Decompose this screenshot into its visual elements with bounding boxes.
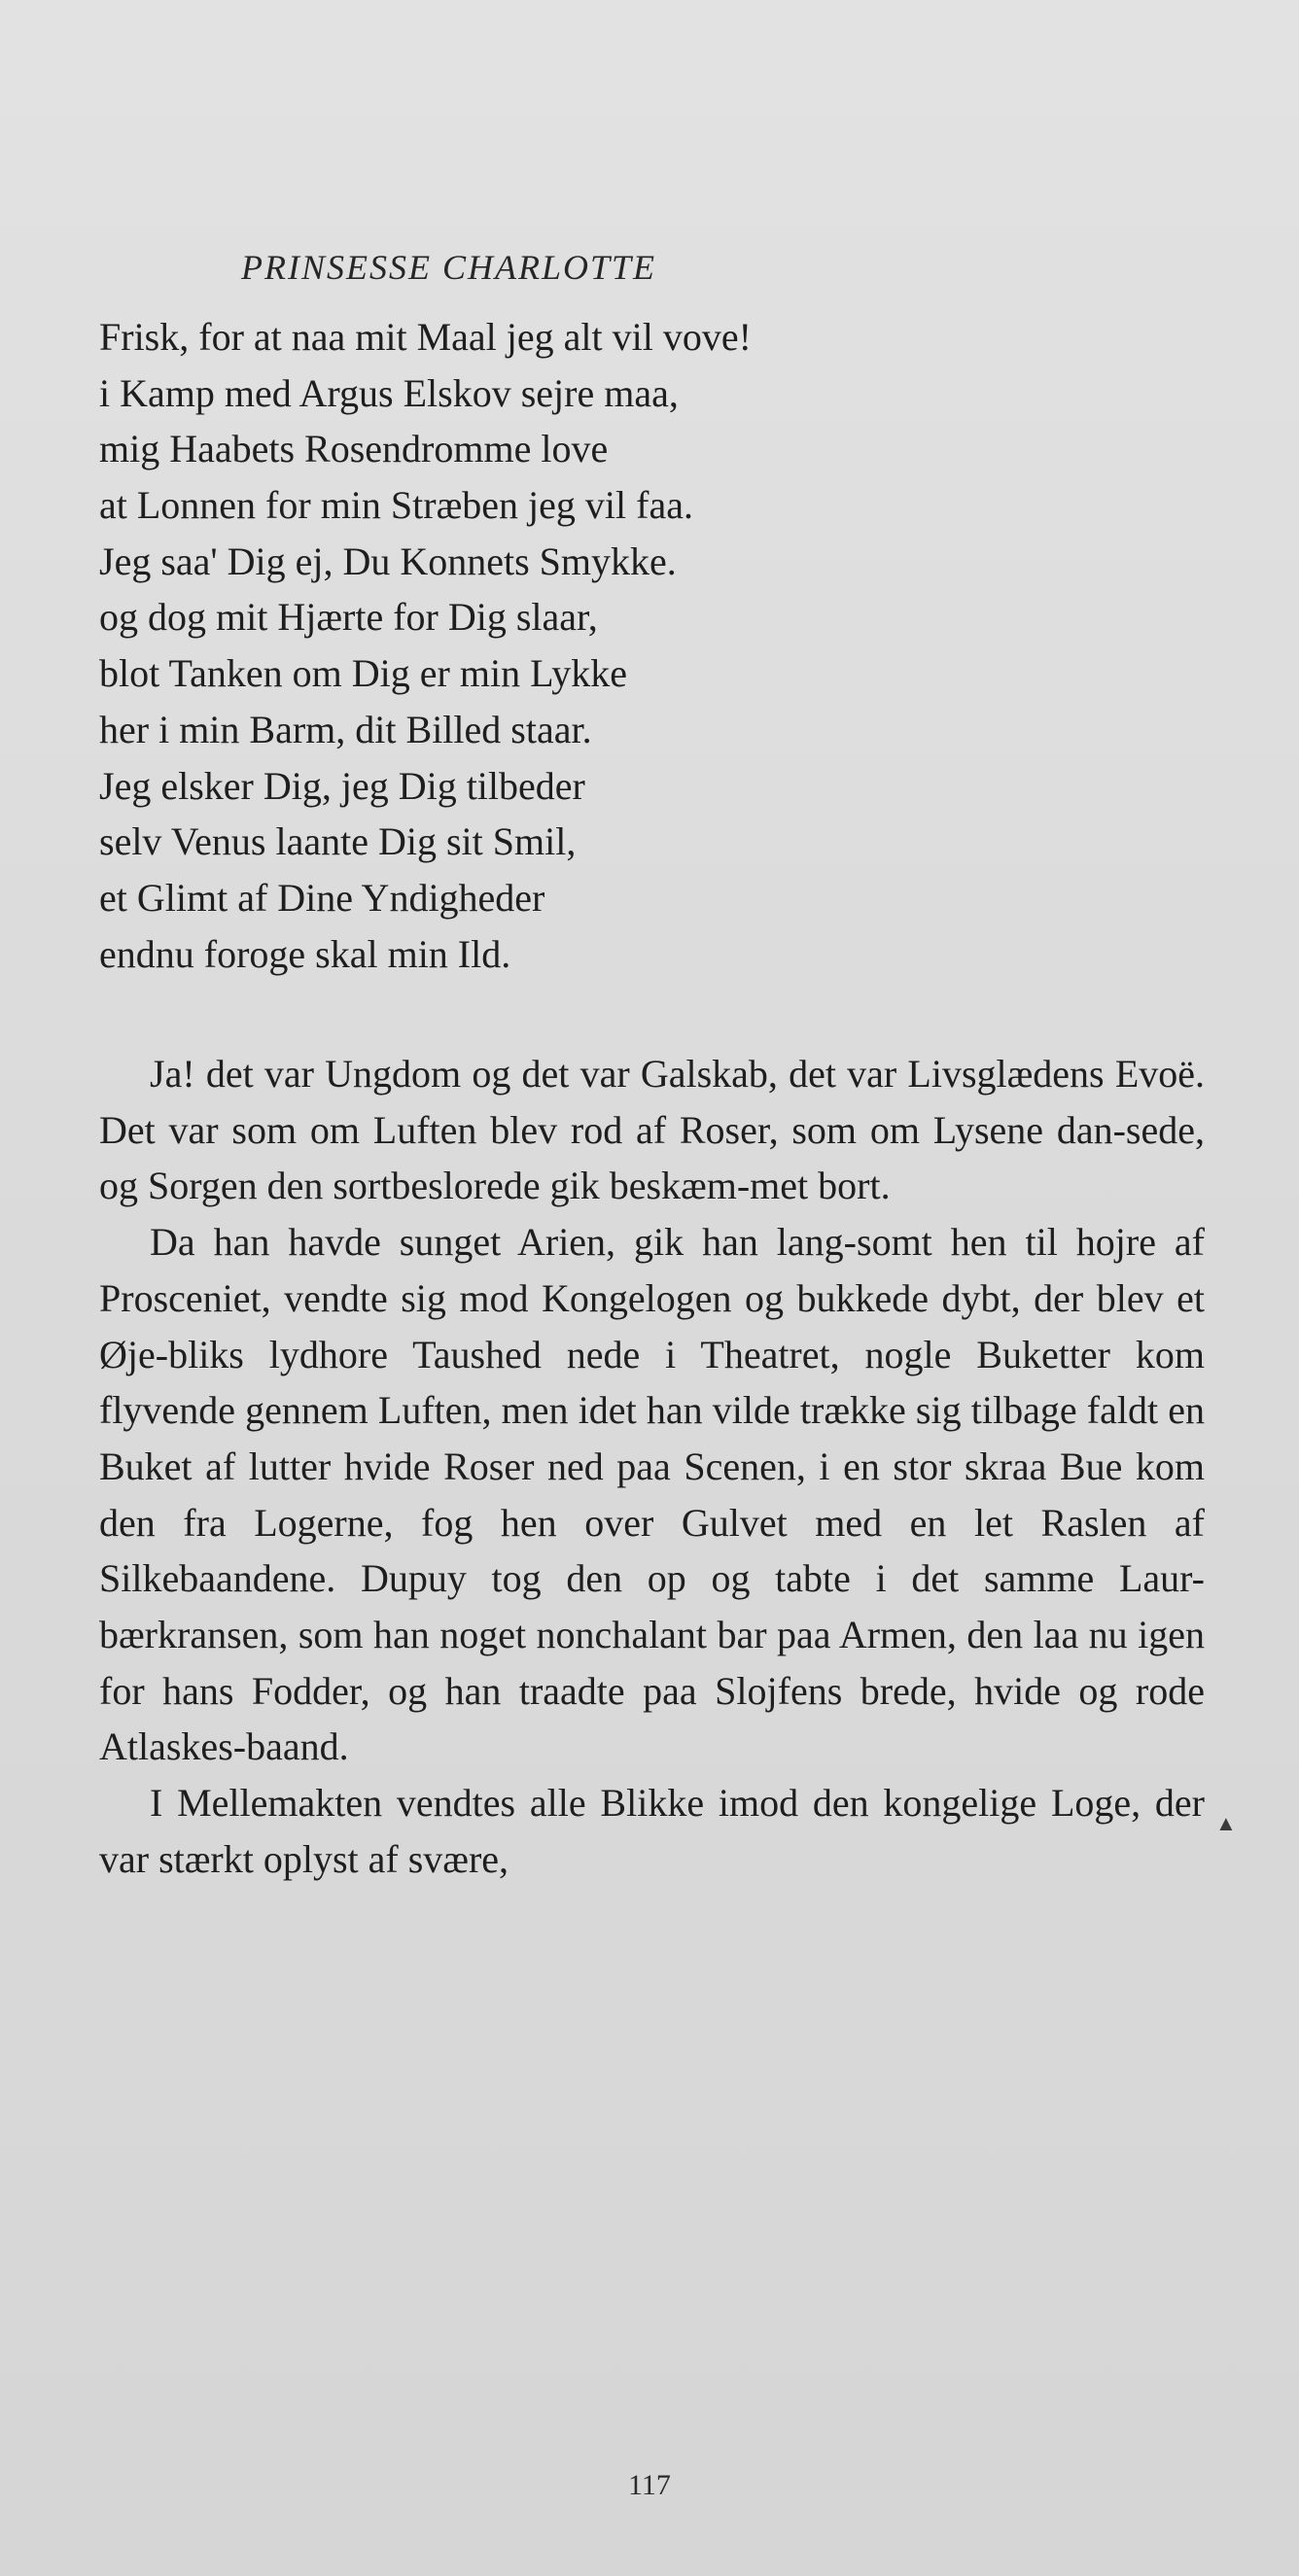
- running-head-text: PRINSESSE CHARLOTTE: [241, 248, 657, 287]
- poem-line: Jeg elsker Dig, jeg Dig tilbeder: [99, 763, 585, 808]
- paragraph: Ja! det var Ungdom og det var Galskab, det var Livsglædens Evoë. Det var som om Luften blev rod af Roser, som om Lysene dan-sede, og Sorgen den sortbeslorede gik beskæm-met bort.: [99, 1052, 1205, 1208]
- poem-line: at Lonnen for min Stræben jeg vil faa.: [99, 483, 693, 528]
- paragraph: I Mellemakten vendtes alle Blikke imod den kongelige Loge, der var stærkt oplyst af svære,: [99, 1781, 1205, 1881]
- print-speck-icon: ▲: [1215, 1811, 1237, 1835]
- poem-line: Frisk, for at naa mit Maal jeg alt vil vove!: [99, 315, 752, 359]
- poem-line: mig Haabets Rosendromme love: [99, 427, 609, 471]
- paragraph: Da han havde sunget Arien, gik han lang-somt hen til hojre af Prosceniet, vendte sig mod Kongelogen og bukkede dybt, der blev et Øje-bliks lydhore Taushed nede i Theatret, nogle Buketter kom flyvende gennem Luften, men idet han vilde trække sig tilbage faldt en Buket af lutter hvide Roser ned paa Scenen, i en stor skraa Bue kom den fra Logerne, fog hen over Gulvet med en let Raslen af Silkebaandene. Dupuy tog den op og tabte i det samme Laur-bærkransen, som han noget nonchalant bar paa Armen, den laa nu igen for hans Fodder, og han traadte paa Slojfens brede, hvide og rode Atlaskes-baand.: [99, 1220, 1205, 1769]
- poem-line: endnu foroge skal min Ild.: [99, 931, 511, 976]
- poem-line: selv Venus laante Dig sit Smil,: [99, 819, 577, 864]
- poem-line: og dog mit Hjærte for Dig slaar,: [99, 595, 598, 640]
- poem-line: her i min Barm, dit Billed staar.: [99, 707, 592, 751]
- page-number: 117: [628, 2469, 671, 2501]
- poem-line: i Kamp med Argus Elskov sejre maa,: [99, 370, 679, 415]
- poem-line: Jeg saa' Dig ej, Du Konnets Smykke.: [99, 539, 677, 583]
- poem-line: et Glimt af Dine Yndigheder: [99, 875, 545, 920]
- poem-line: blot Tanken om Dig er min Lykke: [99, 651, 628, 696]
- prose-body: [99, 1046, 1205, 1888]
- running-head: [241, 247, 1058, 288]
- poem-stanza: [99, 309, 1169, 982]
